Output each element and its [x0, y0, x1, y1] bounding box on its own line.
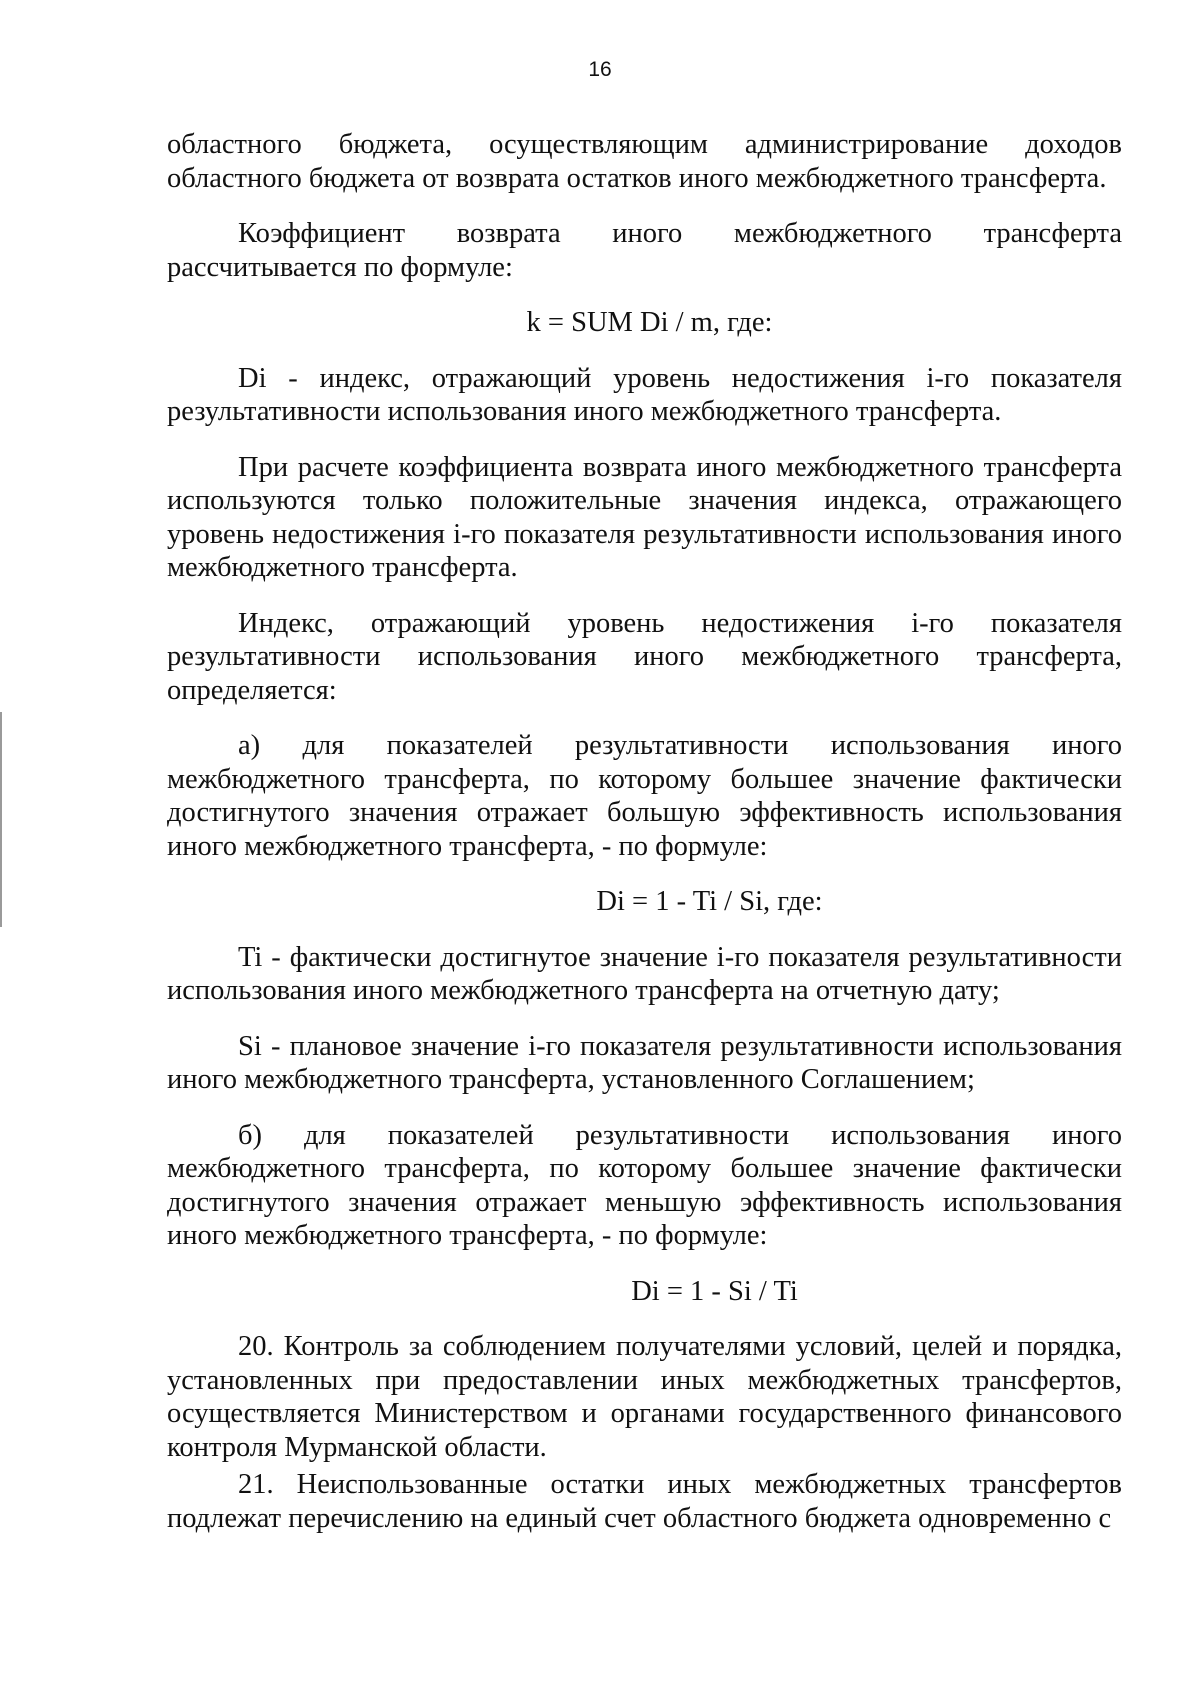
- paragraph-index-determination: Индекс, отражающий уровень недостижения i-го показателя результативности использования иного межбюджетного трансферта, определяется:: [167, 607, 1122, 706]
- paragraph-item-21: 21. Неиспользованные остатки иных межбюджетных трансфертов подлежат перечислению на единый счет областного бюджета одновременно с: [167, 1469, 1122, 1534]
- scan-margin-mark: [0, 712, 2, 927]
- formula-k: k = SUM Di / m, где:: [526, 307, 773, 338]
- paragraph-case-a: а) для показателей результативности использования иного межбюджетного трансферта, по которому большее значение фактически достигнутого значения отражает большую эффективность использования иного межбюджетного трансферта, - по формуле:: [167, 730, 1122, 862]
- document-body: [167, 128, 1122, 1535]
- paragraph-si-definition: Si - плановое значение i-го показателя результативности использования иного межбюджетного трансферта, установленного Соглашением;: [167, 1030, 1122, 1095]
- formula-di-a: Di = 1 - Ti / Si, где:: [596, 886, 823, 917]
- paragraph-coefficient-intro: Коэффициент возврата иного межбюджетного трансферта рассчитывается по формуле:: [167, 218, 1122, 283]
- paragraph-di-definition: Di - индекс, отражающий уровень недостижения i-го показателя результативности использования иного межбюджетного трансферта.: [167, 362, 1122, 427]
- page-number: 16: [588, 58, 612, 81]
- paragraph-case-b: б) для показателей результативности использования иного межбюджетного трансферта, по которому большее значение фактически достигнутого значения отражает меньшую эффективность использования иного межбюджетного трансферта, - по формуле:: [167, 1119, 1122, 1251]
- formula-di-b: Di = 1 - Si / Ti: [631, 1275, 798, 1307]
- paragraph-positive-values: При расчете коэффициента возврата иного межбюджетного трансферта используются только положительные значения индекса, отражающего уровень недостижения i-го показателя результативности использования иного межбюджетного трансферта.: [167, 451, 1122, 583]
- paragraph-continuation: областного бюджета, осуществляющим администрирование доходов областного бюджета от возврата остатков иного межбюджетного трансферта.: [167, 129, 1122, 194]
- paragraph-ti-definition: Ti - фактически достигнутое значение i-го показателя результативности использования иного межбюджетного трансферта на отчетную дату;: [167, 941, 1122, 1006]
- paragraph-item-20: 20. Контроль за соблюдением получателями условий, целей и порядка, установленных при предоставлении иных межбюджетных трансфертов, осуществляется Министерством и органами государственного финансового контроля Мурманской области.: [167, 1331, 1122, 1463]
